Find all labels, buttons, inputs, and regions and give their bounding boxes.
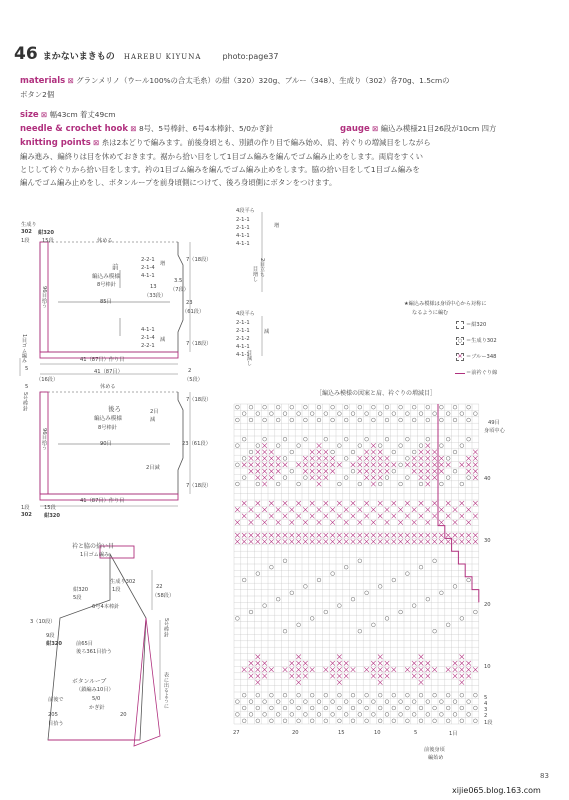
back-c2: 2 [188, 368, 192, 374]
knitting-points-text-4: 編んでゴム編み止めをし、ボタンループを前身頃側につけて、後ろ身頃側にボタンをつけます。 [20, 178, 337, 187]
legend-line-swatch [455, 373, 465, 374]
front-hem-41: 41（87目） [94, 369, 123, 375]
back-cast-on: 41（87目）作り目 [80, 498, 125, 504]
front-stitches: 85目 [100, 299, 112, 305]
front-rows-7-18-a: 7（18段） [186, 257, 212, 263]
knitting-points-text-1: 糸は2本どりで編みます。前後身頃とも、別鎖の作り目で編み始め、肩、衿ぐりの増減目をしながら [101, 138, 431, 147]
chart-col-label-5: 5 [414, 730, 418, 736]
front-dec-bot-0: 4-1-1 [141, 327, 155, 333]
neck-title-2: 1目ゴム編み [80, 552, 110, 558]
materials-text-2: ボタン2個 [20, 90, 55, 99]
shaping-bottom-row-4: 4-1-1 [236, 352, 250, 358]
pattern-number: 46 [14, 44, 38, 64]
front-r33: （33段） [144, 293, 167, 299]
neck-hook: 5/0 [92, 696, 101, 702]
size-text: 幅43cm 着丈49cm [49, 110, 116, 119]
neck-pick-205: 205 [48, 712, 58, 718]
front-dec-bot-1: 2-1-4 [141, 335, 155, 341]
chart-col-label-27: 27 [233, 730, 240, 736]
neck-back-361: 後ろ361目拾う [76, 649, 112, 655]
back-name: 後ろ [108, 405, 121, 413]
neck-navy-320: 紺320 [73, 587, 89, 593]
shaping-bottom-row-2: 2-1-2 [236, 336, 250, 342]
front-c35: 3.5 [174, 278, 183, 284]
back-two-stitch-a: 2目 [150, 409, 159, 415]
shaping-top-row-0: 2-1-1 [236, 217, 250, 223]
shaping-bottom-side: 目減し [246, 350, 252, 366]
front-c23: 23 [186, 300, 193, 306]
chart-row-label-20: 20 [484, 602, 491, 608]
watermark: xijie065.blog.163.com [452, 786, 541, 795]
cross-icon: ✕ [457, 353, 463, 360]
back-needle-side: 5号棒針 [22, 392, 28, 411]
front-dec-word: 減 [160, 337, 166, 343]
neck-c22: 22 [156, 584, 163, 590]
shaping-top-rows [236, 216, 250, 248]
chart-row-label-2: 2 [484, 713, 488, 719]
chart-start-1: 前後身頃 [424, 747, 445, 753]
neck-rows-5: 5段 [73, 595, 82, 601]
back-rest: 休める [100, 384, 116, 390]
legend-blank-swatch [456, 321, 464, 329]
front-rows-15: 15段 [42, 238, 54, 244]
front-r7: （7段） [170, 287, 189, 293]
gauge-block: gauge ⊠ 編込み模様21目26段が10cm 四方 [340, 124, 497, 134]
page-number: 83 [540, 772, 549, 780]
legend-note-2: なるように編む [412, 310, 449, 316]
neck-side-needle: 5号棒針 [163, 618, 169, 637]
back-stitches: 90目 [100, 441, 112, 447]
neck-rows-9: 9段 [46, 633, 55, 639]
shaping-bottom-dec: 減 [264, 329, 270, 335]
neck-title-1: 衿と脇の拾い目 [72, 543, 115, 550]
legend-line-text: ＝前衿ぐり線 [466, 370, 498, 376]
knitting-points-text-2: 編み進み、編終りは目を休めておきます。裾から拾い目をして1目ゴム編みを編んでゴム編み止めをします。両肩をすくい [20, 152, 424, 161]
chart-row-label-10: 10 [484, 664, 491, 670]
shaping-bottom-head: 4段平ら [236, 311, 255, 317]
chart-row-label-3: 3 [484, 707, 488, 713]
front-dec-top-1: 2-1-4 [141, 265, 155, 271]
front-name: 前 [112, 263, 119, 271]
back-rows-15: 15段 [44, 505, 56, 511]
shaping-top-inc: 増 [274, 223, 280, 229]
legend-circle-text: ＝生成り302 [466, 338, 497, 344]
materials-text-1: グランメリノ（ウール100%の合太毛糸）の紺（320）320g、ブルー（348）、生成り（302）各70g、1.5cmの [76, 76, 450, 85]
neck-front-65: 前65目 [76, 641, 93, 647]
shaping-bottom-row-1: 2-1-1 [236, 328, 250, 334]
front-r61: （61段） [182, 309, 205, 315]
chart-center-label-2: 身頃中心 [484, 428, 505, 434]
front-needle: 8号棒針 [97, 282, 116, 288]
back-pattern: 編込み模様 [94, 416, 122, 422]
back-rows-7-18-c: 7（18段） [186, 397, 212, 403]
size-block: size ⊠ 幅43cm 着丈49cm [20, 110, 116, 120]
front-rib-side: 1目ゴム編み [21, 334, 27, 364]
legend-cross-text: ＝ブルー348 [466, 354, 497, 360]
needle-block: needle & crochet hook ⊠ 8号、5号棒針、6号4本棒針、5/0かぎ針 [20, 124, 274, 134]
back-navy-320: 紺320 [44, 513, 61, 519]
chart-row-label-40: 40 [484, 476, 491, 482]
front-hem-5: 5 [25, 366, 29, 372]
legend-blank-text: ＝紺320 [466, 322, 487, 328]
neck-c20: 20 [120, 712, 127, 718]
knitting-points-block: knitting points ⊠ 糸は2本どりで編みます。前後身頃とも、別鎖の作り目で編み始め、肩、衿ぐりの増減目をしながら 編み進み、編終りは目を休めておきます。裾から拾い目をして1目ゴム編みを編んでゴム編み止めをします。両肩をすくい とじして衿ぐりから拾い目をします。衿の1目ゴム編みを編んでゴム編み止めをします。脇の拾い目をして1目ゴム編みを 編んでゴム編み止めをし、ボタンループを前身頃側につけて、後ろ身頃側にボタンをつけます。 [20, 138, 431, 187]
front-rows-7-18-b: 7（18段） [186, 341, 212, 347]
chart-row-label-1: 1段 [484, 720, 493, 726]
legend-note-1: ★編込み模様は身頃中心から対称に [404, 301, 487, 307]
back-r5: （5段） [184, 377, 203, 383]
neck-c3: 3（10段） [30, 619, 56, 625]
front-n13: 13 [150, 284, 157, 290]
neck-hook-2: かぎ針 [89, 705, 105, 711]
neck-back-button: 表に出るように [163, 672, 169, 709]
shaping-top-head: 4段平ら [236, 208, 255, 214]
neck-row-1: 1段 [112, 587, 121, 593]
back-pickup: 96目拾う [41, 428, 47, 451]
chart-col-label-10: 10 [374, 730, 381, 736]
pattern-name: まかないまきもの [42, 52, 115, 62]
back-c5: 5 [25, 384, 29, 390]
neck-button-loop: ボタンループ [72, 679, 107, 685]
shaping-bottom-row-3: 4-1-1 [236, 344, 250, 350]
designer-name: HAREBU KIYUNA [123, 53, 202, 61]
shaping-bottom-row-0: 2-1-1 [236, 320, 250, 326]
chart-row-label-30: 30 [484, 538, 491, 544]
gauge-label: gauge [340, 124, 370, 134]
circle-icon: ○ [457, 338, 463, 344]
back-rows-7-18-d: 7（18段） [186, 483, 212, 489]
colorwork-chart [232, 402, 482, 728]
knitting-points-text-3: とじして衿ぐりから拾い目をします。衿の1目ゴム編みを編んでゴム編み止めをします。脇の拾い目をして1目ゴム編みを [20, 165, 420, 174]
chart-center-label: 49目 [488, 420, 500, 426]
front-dec-bottom [141, 326, 155, 350]
neck-pick-2: 目拾う [48, 721, 64, 727]
shaping-top-row-1: 2-1-1 [236, 225, 250, 231]
neck-needle: 6号4本棒針 [92, 604, 120, 610]
front-pickup: 96目拾う [41, 286, 47, 309]
front-dec-top [141, 256, 155, 280]
back-needle: 8号棒針 [98, 425, 117, 431]
size-label: size [20, 110, 39, 120]
front-inc-word: 増 [160, 261, 166, 267]
front-r16: （16段） [36, 377, 59, 383]
chart-col-label-20: 20 [292, 730, 299, 736]
shaping-top-side: 目増し [252, 266, 258, 282]
neck-front-back: 前後で [48, 697, 64, 703]
neck-yarn-302: 生成り302 [110, 579, 136, 585]
front-dec-top-0: 2-2-1 [141, 257, 155, 263]
chart-row-label-5: 5 [484, 695, 488, 701]
back-yarn-302: 302 [21, 512, 32, 518]
front-dec-top-2: 4-1-1 [141, 273, 155, 279]
neck-button-loop-2: （鎖編み10目） [76, 687, 114, 693]
chart-title: ［編込み模様の図案と肩、衿ぐりの増減目］ [316, 390, 437, 397]
chart-row-label-4: 4 [484, 701, 488, 707]
materials-block: materials ⊠ グランメリノ（ウール100%の合太毛糸）の紺（320）320g、ブルー（348）、生成り（302）各70g、1.5cmの ボタン2個 [20, 76, 450, 99]
front-dec-bot-2: 2-2-1 [141, 343, 155, 349]
front-yarn-top: 生成り [21, 222, 37, 228]
back-r61: 23（61段） [182, 441, 211, 447]
chart-start-2: 編始め [428, 755, 444, 761]
back-two-stitch-b: 2目減 [146, 465, 160, 471]
shaping-top-flat: 2目立ち [259, 258, 265, 277]
front-navy-320: 紺320 [38, 230, 55, 236]
gauge-text: 編込み模様21目26段が10cm 四方 [380, 124, 497, 133]
knitting-points-label: knitting points [20, 138, 91, 148]
front-row-1: 1段 [21, 238, 30, 244]
needle-label: needle & crochet hook [20, 124, 129, 134]
shaping-top-row-3: 4-1-1 [236, 241, 250, 247]
chart-col-label-15: 15 [338, 730, 345, 736]
front-yarn-302: 302 [21, 229, 32, 235]
chart-col-label-1: 1目 [449, 731, 458, 737]
front-cast-on: 41（87目）作り目 [80, 357, 125, 363]
front-rest: 休める [97, 238, 113, 244]
back-row-1: 1段 [21, 505, 30, 511]
back-dec-a: 減 [150, 417, 156, 423]
photo-reference: photo:page37 [222, 52, 279, 61]
front-pattern: 編込み模様 [92, 274, 120, 280]
shaping-top-row-2: 4-1-1 [236, 233, 250, 239]
neck-r58: （58段） [152, 593, 175, 599]
materials-label: materials [20, 76, 66, 86]
needle-text: 8号、5号棒針、6号4本棒針、5/0かぎ針 [138, 124, 274, 133]
neck-navy-320-b: 紺320 [46, 641, 63, 647]
